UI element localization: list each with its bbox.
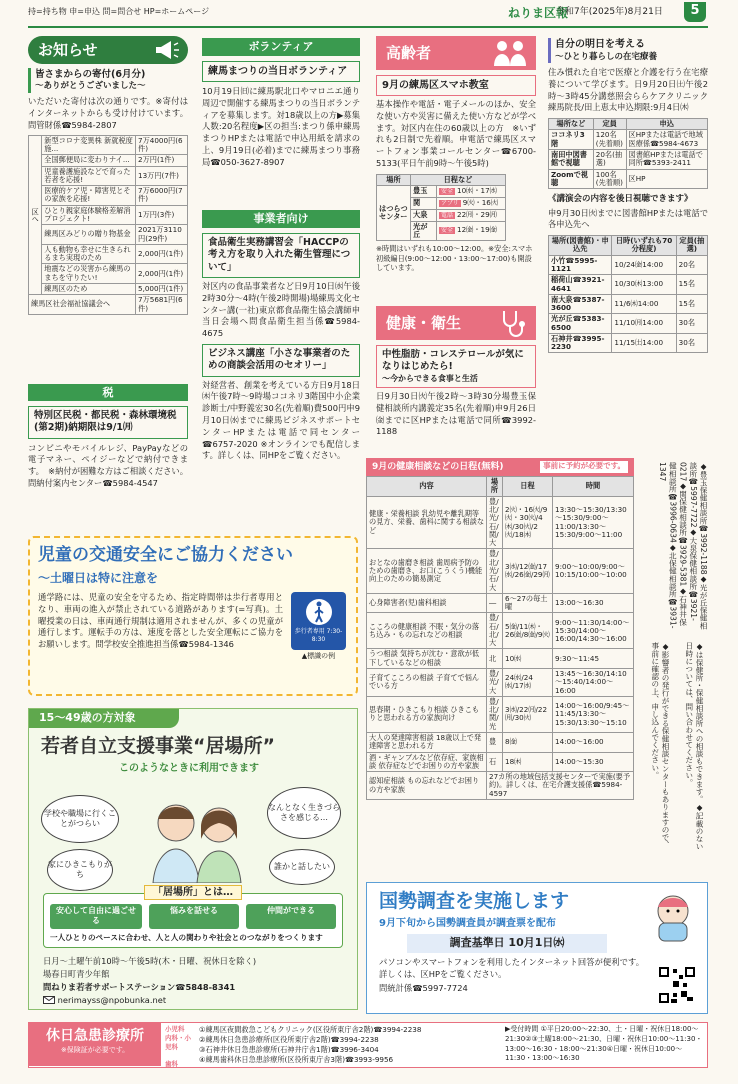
table-cell: Zoomで視聴 [549,169,594,189]
col-header: 定員(抽選) [676,236,707,256]
vertical-note-a: ◆豊玉保健相談所☎3992-1188◆光が丘保健相談所☎5997-7722◆大泉保健相談所☎3921-0217◆関保健相談所☎3929-5381◆石神井保健相談所☎3996-0634◆北保健相談所☎3931-1347 [658,462,708,630]
ibasho-title: 若者自立支援事業“居場所” [41,734,275,757]
table-cell: 思春期・ひきこもり相談 ひきこもりと思われる方の家族向け [367,696,487,732]
dept-label: 内科・小児科 [165,1034,191,1052]
table-cell: 10㈬ [503,649,553,669]
jigyosha-subtitle-1: 食品衛生実務講習会「HACCPの考え方を取り入れた衛生管理について」 [202,233,360,278]
asu-section [548,38,708,353]
oshirase-subtitle [28,68,188,93]
kyujitsu-labels [165,1025,197,1069]
table-cell: 豊 [487,733,503,753]
table-row [29,295,188,315]
schedule-table [366,476,634,800]
table-cell: 2,000円(1件) [136,264,188,284]
table-cell: 7万4000円(6件) [136,135,188,155]
table-cell: うつ相談 気持ちが沈む・意欲が低下しているなどの相談 [367,649,487,669]
col-header: 場所 [487,477,503,497]
table-row [29,135,188,155]
table-cell [437,185,506,197]
table-row [367,496,634,549]
oshirase-body: いただいた寄付は次の通りです。※寄付はインターネットからも受け付けています。問管財係☎5984-2807 [28,96,188,130]
feature-chip: 仲間ができる [246,904,336,930]
brand-logo: ねりま区報 [508,6,569,20]
subtitle-line: ～今からできる食事と生活 [382,373,478,383]
elderly-couple-icon [490,38,530,68]
donation-table [28,135,188,315]
table-cell: 酒・ギャンブルなど依存症、家族相談 依存症などでお困りの方や家族 [367,752,487,772]
type-tag: アプリ [441,199,459,207]
zei-subtitle: 特別区民税・都民税・森林環境税(第2期)納期限は9/1㈪ [28,406,188,439]
table-row [367,696,634,732]
table-cell: 2㈫・16㈫/9㈫・30㈫/4㈭/30㈫/2㈫/18㈭ [503,496,553,549]
table-cell: 豊玉 [411,185,437,197]
table-row [549,314,708,334]
col-header: 場所 [377,174,411,185]
kenko-subtitle [376,345,536,388]
ibasho-band: 15～49歳の方対象 [29,709,179,728]
smartphone-class-table [376,174,506,242]
col-header: 時間 [553,477,634,497]
table-cell: ココネリ3階 [549,130,594,150]
table-cell: 南大泉☎5387-3600 [549,294,612,314]
ibasho-day: 日月～土曜午前10時～午後5時(木・日曜、祝休日を除く) [43,956,257,966]
table-cell: 北 [487,649,503,669]
table-cell: 14:00～15:30 [553,752,634,772]
library-table [548,235,708,353]
koreisha-section [376,36,536,272]
clinic-item: ②練馬休日急患診療所(区役所東庁舎2階)☎3994-2238 [199,1035,379,1045]
kotsu-body: 通学路には、児童の安全を守るため、指定時間帯は歩行者専用となり、車両の進入が禁止されている道路があります(=写真)。土曜授業の日は、車両通行規制は適用されませんが、多くの児童が通行します。運転手の方は、速度を落とした安全運転にご協力をお願いします。問学校安全推進担当係☎5984-1346 [38,592,283,650]
table-cell: 2万円(1件) [136,155,188,166]
table-row [549,333,708,353]
clinic-item: ③石神井休日急患診療所(石神井庁舎1階)☎3996-3404 [199,1045,379,1055]
kotsu-section [28,536,358,696]
table-row [29,264,188,284]
table-cell: 健康・栄養相談 乳幼児や離乳期等の見方、栄養、歯科に関する相談など [367,496,487,549]
mail-icon [43,996,55,1004]
legend-item: 問=問合せ [102,7,142,16]
table-cell: 大人の発達障害相談 18歳以上で発達障害と思われる方 [367,733,487,753]
table-cell: 大泉 [411,209,437,221]
table-cell: 石神井☎3995-2230 [549,333,612,353]
table-cell: 11/6㈭14:00 [612,294,676,314]
kyujitsu-section [28,1022,708,1068]
table-cell: 11/10㈪14:00 [612,314,676,334]
table-cell: 10/24㈮14:00 [612,255,676,275]
asu-body2: 申9月30日㈫までに図書館HPまたは電話で各申込先へ [548,207,708,230]
table-cell: 児童養護施設などで育った若者を応援! [42,166,136,186]
table-cell: 7万5681円(6件) [136,295,188,315]
table-cell: 光が丘 [411,221,437,241]
type-tag: 安全 [441,227,454,235]
asu-body: 住み慣れた自宅で医療と介護を行う在宅療養について学びます。日9月20日㈯午後2時～3時45分講慈照会ららケアクリニック練馬院長/田上恵太申込期限:9月4日㈭ [548,66,708,113]
kenko-schedule [366,458,634,800]
ibasho-mail-link[interactable]: nerimayss@npobunka.net [57,994,167,1005]
asu-subtitle: ～ひとり暮らしの在宅療養 [555,51,658,62]
date-text: 9㈫・16㈫ [462,197,499,207]
col-header: 場所(図書館)・申込先 [549,236,612,256]
section-title: 事業者向け [202,210,360,228]
table-row [29,244,188,264]
table-cell: 新型コロナ変異株 新就税度施... [42,135,136,155]
kokusei-base-date: 調査基準日 10月1日㈬ [407,934,607,953]
col-header: 内容 [367,477,487,497]
table-cell: 6～27の毎土曜 [503,593,553,613]
kokusei-section [366,882,708,1014]
kyujitsu-sub: ※保険証が必要です。 [60,1045,130,1054]
date-text: 12㈮・19㈮ [457,225,497,235]
table-cell: 13:45～16:30/14:10～15:40/14:00～16:00 [553,669,634,697]
section-title [376,36,536,70]
table-cell: 豊/北/光/石/関/大 [487,496,503,549]
table-cell: 3㈬/22㈪/22㈪/30㈫ [503,696,553,732]
vertical-note-b: ◆は保健所・保健相談所への相談もできます。◆記載のない日時については、問い合わせてください。 [684,642,704,850]
table-cell: ― [487,593,503,613]
ibasho-chips [50,904,336,930]
ibasho-contact: 問ねりま若者サポートステーション☎5848-8341 [43,981,236,992]
table-cell: 14:00～16:00/9:45～11:45/13:30～15:30/13:30～15:10 [553,696,634,732]
feature-chip: 悩みを話せる [149,904,239,930]
table-row [29,225,188,245]
table-cell: 豊/北/関/光 [487,696,503,732]
table-row [549,130,708,150]
page-number: 5 [684,2,706,22]
table-cell [437,209,506,221]
type-tag: 安全 [441,187,454,195]
table-cell: 2021万3110円(29件) [136,225,188,245]
jigyosha-section [202,210,360,462]
table-cell: 豊/北/光/石/大 [487,549,503,593]
subtitle-line: 中性脂肪・コレステロールが気になりはじめたら! [382,349,524,373]
kenko-section [376,306,536,438]
jigyosha-body-1: 対区内の食品事業者など日9月10日㈬午後2時30分～4時(午後2時開場)場練馬文化センター講(一社)東京都食品衛生協会講師申当日会場へ問食品衛生担当係☎5984-4675 [202,281,360,339]
volunteer-body: 10月19日㈰に練馬駅北口やマロニエ通り周辺で開催する練馬まつりの当日ボランティアを募集します。対18歳以上の方▶募集人数:20名程度▶区の担当:まつり係申練馬まつりHPまたは電話で申込用紙を請求の上、9月19日(必着)までに練馬まつり事務局☎050-3627-8907 [202,86,360,167]
table-cell: 11/15㈯14:00 [612,333,676,353]
table-row [367,752,634,772]
stethoscope-icon [498,308,528,338]
table-cell: 光が丘☎5383-6500 [549,314,612,334]
table-cell: 5,000円(1件) [136,283,188,294]
table-row [549,294,708,314]
col-header: 申込 [626,119,708,130]
table-cell: 子育てこころの相談 子育てで悩んでいる方 [367,669,487,697]
table-cell: 練馬区社会福祉協議会へ [29,295,136,315]
table-row [549,255,708,275]
col-header: 日程 [503,477,553,497]
table-row [29,186,188,206]
section-title: ボランティア [202,38,360,56]
table-cell: 30名 [676,314,707,334]
table-cell: 30名 [676,333,707,353]
subtitle-line: ～ありがとうございました～ [35,81,146,92]
asu-title: 自分の明日を考える [555,39,645,50]
table-row [367,669,634,697]
feature-chip: 安心して自由に過ごせる [50,904,142,930]
ibasho-info [43,887,343,948]
col-header: 定員 [593,119,626,130]
table-row [549,169,708,189]
megaphone-icon [154,40,180,60]
table-row [549,149,708,169]
table-cell: 豊/石/北/大 [487,613,503,649]
table-cell: 関 [411,197,437,209]
table-cell: 3㈬/12㈮/17㈬/26㈮/29㈪ [503,549,553,593]
table-cell: 区HPまたは電話で地域医療係☎5984-4673 [626,130,708,150]
dept-label: 小児科 [165,1025,185,1033]
section-title [376,306,536,340]
table-cell: 南田中図書館で視聴 [549,149,594,169]
table-row [367,549,634,593]
table-cell: 1万円(3件) [136,205,188,225]
speech-bubble: 誰かと話したい [269,849,335,885]
legend-item: 申=申込 [69,7,100,16]
schedule-title: 9月の健康相談などの日程(無料) [372,462,504,472]
vertical-note-c: ◆影響者の発行ができる保健相談センターもありますので、事前に確認の上、申し込んでください。 [650,642,670,849]
table-cell: 8㈮ [503,733,553,753]
ibasho-sub: このようなときに利用できます [119,763,259,775]
header-legend [28,7,209,18]
qr-code-icon[interactable] [657,965,697,1005]
zei-body: コンビニやモバイルレジ、PayPayなどの電子マネー、ペイジーなどで納付できます。 ※納付が困難な方はご相談ください。問納付案内センター☎5984-4547 [28,442,188,489]
pedestrian-icon [305,598,333,626]
section-title-text: 健康・衛生 [386,314,462,332]
legend-item: 持=持ち物 [28,7,67,16]
kokusei-sub: 9月下旬から国勢調査員が調査票を配布 [379,917,556,929]
ibasho-line: 一人ひとりのペースに合わせ、人と人の関わりや社会とのつながりをつくります [50,933,323,943]
section-title [28,36,188,64]
table-cell: 小竹☎5995-1121 [549,255,612,275]
table-cell: 石 [487,752,503,772]
table-cell: 区HP [626,169,708,189]
table-row [549,275,708,295]
speech-bubble: 家にひきこもりがち [47,849,113,891]
kotsu-title: 児童の交通安全にご協力ください [38,545,293,565]
table-row [29,155,188,166]
jigyosha-body-2: 対経営者、創業を考えている方日9月18日㈭午後7時～9時場ココネリ3階国中小企業診断士/中野義宏30名(先着順)費500円申9月10日㈬までに練馬ビジネスサポートセンターHPまたは電話で同センター☎6757-2020 ※オンラインでも配信します。詳しくは、同HPをご覧ください。 [202,379,360,461]
zei-section [28,384,188,490]
reservation-badge: 事前に予約が必要です。 [540,461,628,473]
clinic-item: ①練馬区夜間救急こどもクリニック(区役所東庁舎2階)☎3994-2238 [199,1025,422,1034]
table-cell: 120名(先着順) [593,130,626,150]
kokusei-title: 国勢調査を実施します [379,890,570,912]
date-text: 10㈬・17㈬ [457,185,497,195]
section-title-text: お知らせ [38,41,98,59]
kotsu-subtitle: ～土曜日は特に注意を [38,570,159,585]
table-cell: 27カ所の地域包括支援センターで実施(要予約)。詳しくは、在宅介護支援係☎5984-4597 [487,772,634,800]
table-row [367,593,634,613]
table-cell: 練馬区みどりの贈り物基金 [42,225,136,245]
pedestrian-sign [291,592,346,650]
table-cell: 練馬区のため [42,283,136,294]
table-cell: 14:00～16:00 [553,733,634,753]
table-cell: 図書館HPまたは電話で同所☎5393-2411 [626,149,708,169]
table-cell: 15名 [676,294,707,314]
ibasho-section [28,708,358,1010]
place-cell: はつらつセンター [377,185,411,240]
table-cell: 稲荷山☎3921-4641 [549,275,612,295]
mascot-illustration [647,889,699,943]
table-cell: 15名 [676,275,707,295]
table-cell: 24㈬/24㈬/17㈬ [503,669,553,697]
date-text: 22㈪・29㈪ [457,209,497,219]
table-cell: 心身障害者(児)歯科相談 [367,593,487,613]
table-cell: 豊/光/大 [487,669,503,697]
ibasho-details [43,955,256,1006]
table-cell: 13:30～15:30/13:30～15:30/9:00～11:00/13:30～15:30/9:00～11:00 [553,496,634,549]
kyujitsu-list [199,1025,499,1065]
lecture-venue-table [548,118,708,189]
volunteer-section [202,38,360,168]
table-cell: 医療的ケア児・障害児とその家族を応援! [42,186,136,206]
table-cell [437,197,506,209]
speech-bubble: 学校や職場に行くことがつらい [41,795,119,843]
table-cell: 人も動物も幸せに生きられるまち実現のため [42,244,136,264]
oshirase-section [28,36,188,315]
table-cell: 13万円(7件) [136,166,188,186]
section-title-text: 高齢者 [386,44,432,62]
kokusei-contact: 問統計係☎5997-7724 [379,982,468,993]
ibasho-place: 場春日町青少年館 [43,968,110,979]
photo-caption: ▲標識の例 [301,652,336,661]
table-cell: おとなの歯磨き相談 歯周病予防のための歯磨き、お口(こうくう)機能向上のための簡易測定 [367,549,487,593]
table-row [367,772,634,800]
speech-bubble: なんとなく生きづらさを感じる… [267,787,341,839]
table-cell: 9:00～11:30/14:00～15:30/14:00～16:00/14:30～16:00 [553,613,634,649]
table-cell: 認知症相談 もの忘れなどでお困りの方や家族 [367,772,487,800]
table-cell: 2,000円(1件) [136,244,188,264]
side-label: 区へ [29,135,42,295]
legend-item: HP=ホームページ [143,7,210,16]
table-row [377,185,506,197]
koreisha-subtitle: 9月の練馬区スマホ教室 [376,75,536,96]
table-cell: 地震などの災害から練馬のまちを守りたい! [42,264,136,284]
asu-sub2: 《講演会の内容を後日視聴できます》 [548,194,693,205]
table-cell: 7万6000円(7件) [136,186,188,206]
table-cell: 13:00～16:30 [553,593,634,613]
asu-heading [548,38,708,63]
schedule-header [366,458,634,476]
table-cell: 9:30～11:45 [553,649,634,669]
col-header: 日時(いずれも70分程度) [612,236,676,256]
table-cell [437,221,506,241]
col-header: 場所など [549,119,594,130]
kenko-body: 日9月30日㈫午後2時～3時30分場豊玉保健相談所内講義定35名(先着順)申9月26日㈮までに区HPまたは電話で同所☎3992-1188 [376,391,536,437]
table-cell: ひとり親家庭体験格差解消プロジェクト! [42,205,136,225]
table-cell: こころの健康相談 不眠・気分の落ち込み・もの忘れなどの相談 [367,613,487,649]
dept-label: 歯科 [165,1060,178,1069]
koreisha-note: ※時間はいずれも10:00～12:00。※安全:スマホ初級編日(9:00～12:00・13:00～17:00)も開設しています。 [376,244,533,272]
kyujitsu-title-box [29,1023,161,1066]
kokusei-body: パソコンやスマートフォンを利用したインターネット回答が便利です。詳しくは、区HPをご覧ください。 [379,956,644,979]
type-tag: 電話 [441,211,454,219]
koreisha-body: 基本操作や電話・電子メールのほか、安全な使い方や災害に備えた使い方などが学べます。対区内在住の60歳以上の方 ※いずれも2日制で先着順。申電話で練馬区スマートフォン事業コールセンター☎6700-5133(平日午前9時～午後5時) [376,99,536,168]
kotsu-photo [291,592,346,661]
table-cell: 20名 [676,255,707,275]
table-cell: 10/30㈭13:00 [612,275,676,295]
jigyosha-subtitle-2: ビジネス講座「小さな事業者のための商談会活用のセオリー」 [202,344,360,377]
kyujitsu-title: 休日急患診療所 [46,1028,144,1044]
ibasho-what: 「居場所」とは… [144,885,242,900]
volunteer-subtitle: 練馬まつりの当日ボランティア [202,61,360,82]
table-cell: 5㈮/11㈭・26㈮/8㈮/9㈫ [503,613,553,649]
table-cell: 18㈭ [503,752,553,772]
sign-text: 歩行者専用 7:30-8:30 [294,628,343,644]
table-cell: 全国郵便局に変わりナイ... [42,155,136,166]
subtitle-line: 皆さまからの寄付(6月分) [35,69,146,80]
clinic-item: ④練馬歯科休日急患診療所(区役所東庁舎3階)☎3993-9956 [199,1055,394,1065]
table-cell: 100名(先着順) [593,169,626,189]
issue-date: 令和7年(2025年)8月21日 [556,7,663,17]
col-header: 日程など [411,174,506,185]
table-row [367,649,634,669]
table-row [367,733,634,753]
table-cell: 9:00～10:00/9:00～10:15/10:00～10:00 [553,549,634,593]
section-title: 税 [28,384,188,401]
header-rule [28,26,708,28]
young-people-illustration [141,793,251,883]
kyujitsu-times: ▶受付時間 ①平日20:00～22:30、土・日曜・祝休日18:00～21:30②③土曜18:00～21:30、日曜・祝休日10:00～11:30・13:00～16:30・18:00～21:30④日曜・祝休日10:00～11:30・13:00～16:30 [505,1025,703,1063]
table-row [29,205,188,225]
table-row [29,166,188,186]
table-row [367,613,634,649]
table-row [29,283,188,294]
table-cell: 20名(抽選) [593,149,626,169]
